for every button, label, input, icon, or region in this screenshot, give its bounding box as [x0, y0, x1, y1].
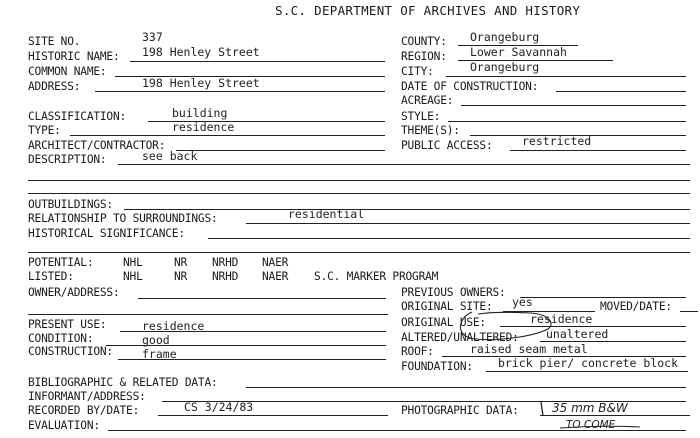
listed-option-nrhd[interactable]: NRHD [212, 270, 239, 283]
roof-value[interactable]: raised seam metal [470, 342, 588, 356]
evaluation-label: EVALUATION: [28, 419, 100, 432]
city-value[interactable]: Orangeburg [470, 60, 540, 74]
region-value[interactable]: Lower Savannah [470, 45, 567, 59]
roof-label: ROOF: [401, 345, 434, 358]
construction-label: CONSTRUCTION: [28, 345, 113, 358]
outbuildings-label: OUTBUILDINGS: [28, 198, 113, 211]
original-site-label: ORIGINAL SITE: [401, 300, 493, 313]
relationship-label: RELATIONSHIP TO SURROUNDINGS: [28, 212, 218, 225]
potential-option-nrhd[interactable]: NRHD [212, 256, 239, 269]
county-label: COUNTY: [401, 35, 447, 48]
photographic-note: TO COME [566, 419, 616, 431]
photographic-value[interactable]: 35 mm B&W [552, 401, 628, 415]
historic-name-label: HISTORIC NAME: [28, 50, 120, 63]
construction-value[interactable]: frame [142, 347, 177, 361]
informant-label: INFORMANT/ADDRESS: [28, 390, 146, 403]
relationship-value[interactable]: residential [288, 207, 365, 221]
previous-owners-label: PREVIOUS OWNERS: [401, 286, 506, 299]
architect-label: ARCHITECT/CONTRACTOR: [28, 139, 166, 152]
classification-value[interactable]: building [172, 106, 228, 120]
site-no-value[interactable]: 337 [142, 30, 163, 44]
recorded-by-value[interactable]: CS 3/24/83 [184, 400, 254, 414]
acreage-label: ACREAGE: [401, 94, 454, 107]
historical-significance-label: HISTORICAL SIGNIFICANCE: [28, 227, 185, 240]
listed-option-nr[interactable]: NR [174, 270, 188, 283]
address-label: ADDRESS: [28, 80, 81, 93]
bibliographic-label: BIBLIOGRAPHIC & RELATED DATA: [28, 376, 218, 389]
themes-label: THEME(S): [401, 124, 460, 137]
listed-label: LISTED: [28, 270, 74, 283]
date-construction-label: DATE OF CONSTRUCTION: [401, 80, 539, 93]
historic-name-value[interactable]: 198 Henley Street [142, 45, 260, 59]
foundation-value[interactable]: brick pier/ concrete block [498, 356, 679, 370]
potential-option-nr[interactable]: NR [174, 256, 188, 269]
original-use-label: ORIGINAL USE: [401, 316, 486, 329]
common-name-label: COMMON NAME: [28, 65, 107, 78]
description-label: DESCRIPTION: [28, 153, 107, 166]
original-site-value[interactable]: yes [512, 295, 533, 309]
style-label: STYLE: [401, 110, 441, 123]
type-label: TYPE: [28, 124, 61, 137]
photographic-label: PHOTOGRAPHIC DATA: [401, 404, 519, 417]
foundation-label: FOUNDATION: [401, 360, 473, 373]
recorded-by-label: RECORDED BY/DATE: [28, 404, 140, 417]
region-label: REGION: [401, 50, 447, 63]
county-value[interactable]: Orangeburg [470, 30, 540, 44]
form-header: S.C. DEPARTMENT OF ARCHIVES AND HISTORY [275, 3, 581, 18]
original-use-value[interactable]: residence [530, 312, 593, 326]
listed-option-naer[interactable]: NAER [262, 270, 289, 283]
classification-label: CLASSIFICATION: [28, 110, 127, 123]
altered-circle-mark [460, 312, 551, 340]
present-use-value[interactable]: residence [142, 319, 205, 333]
city-label: CITY: [401, 65, 434, 78]
present-use-label: PRESENT USE: [28, 318, 107, 331]
condition-value[interactable]: good [142, 333, 170, 347]
address-value[interactable]: 198 Henley Street [142, 76, 260, 90]
type-value[interactable]: residence [172, 120, 235, 134]
potential-option-nhl[interactable]: NHL [123, 256, 143, 269]
site-no-label: SITE NO. [28, 35, 81, 48]
altered-value[interactable]: unaltered [546, 327, 609, 341]
listed-option-nhl[interactable]: NHL [123, 270, 143, 283]
description-value[interactable]: see back [142, 149, 198, 163]
public-access-value[interactable]: restricted [522, 134, 592, 148]
sc-marker-program-label[interactable]: S.C. MARKER PROGRAM [314, 270, 439, 283]
moved-date-label: MOVED/DATE: [600, 300, 672, 313]
altered-label: ALTERED/UNALTERED: [401, 331, 519, 344]
condition-label: CONDITION: [28, 332, 94, 345]
potential-option-naer[interactable]: NAER [262, 256, 289, 269]
photographic-underline-mark [560, 426, 640, 428]
photographic-bracket-mark [541, 402, 543, 416]
public-access-label: PUBLIC ACCESS: [401, 139, 493, 152]
owner-address-label: OWNER/ADDRESS: [28, 286, 120, 299]
potential-label: POTENTIAL: [28, 256, 94, 269]
